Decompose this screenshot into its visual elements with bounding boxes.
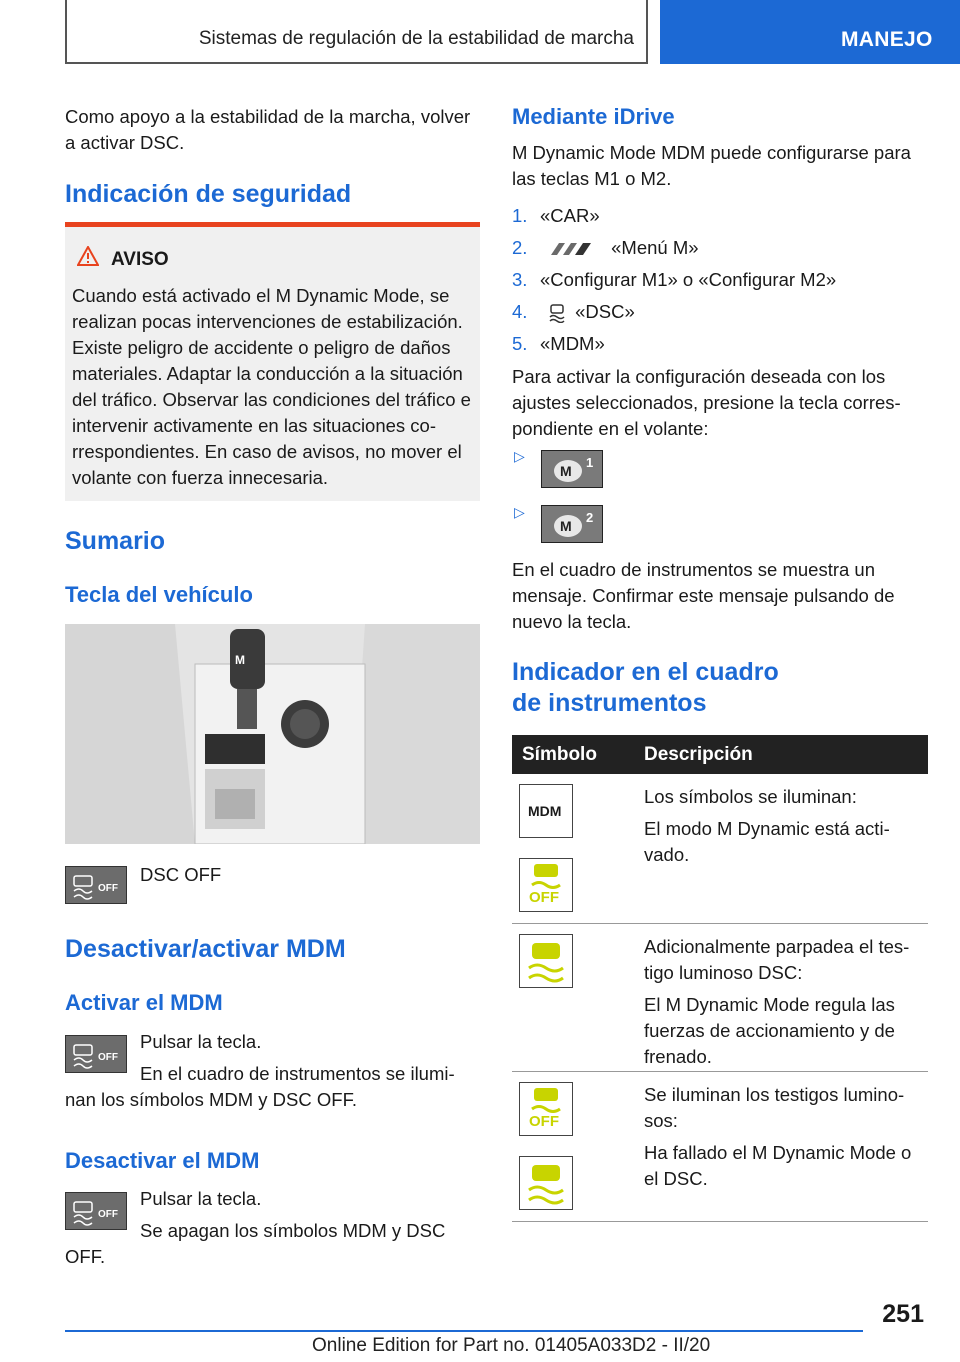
safety-heading: Indicación de seguridad (65, 180, 352, 208)
bullet-marker: ▷ (514, 504, 525, 520)
header-bar (65, 0, 648, 64)
toggle-heading: Desactivar/activar MDM (65, 935, 346, 963)
section-label: MANEJO (841, 28, 933, 51)
dsc-indicator-icon (519, 1156, 573, 1210)
step-item: 3. «Configurar M1» o «Configurar M2» (512, 269, 837, 290)
warning-box (65, 222, 480, 501)
deactivate-step-2: Se apagan los símbolos MDM y DSC OFF. (65, 1220, 446, 1267)
svg-text:OFF: OFF (98, 883, 118, 894)
table-row-3-desc: Se iluminan los testigos luminosos: Ha fallado el M Dynamic Mode o el DSC. (644, 1084, 912, 1189)
svg-text:OFF: OFF (98, 1052, 118, 1063)
m1-button-icon (541, 450, 603, 488)
svg-text:M: M (560, 463, 572, 479)
activate-config-text: Para activar la configuración deseada con los ajustes seleccionados, presione la tecla correspondiente en el volante: (512, 366, 901, 439)
col-symbol: Símbolo (522, 744, 597, 765)
idrive-heading: Mediante iDrive (512, 104, 675, 129)
svg-text:1: 1 (586, 455, 594, 470)
table-row-2-desc: Adicionalmente parpadea el testigo luminoso DSC: El M Dynamic Mode regula las fuerzas de accionamiento y de frenado. (644, 936, 910, 1067)
confirm-text: En el cuadro de instrumentos se muestra un mensaje. Confirmar este mensaje pulsando de nuevo la tecla. (512, 559, 895, 632)
table-header (512, 735, 928, 774)
m-menu-icon (547, 241, 603, 257)
warning-triangle-icon (77, 246, 99, 266)
svg-text:2: 2 (586, 510, 594, 525)
dsc-off-key-icon (65, 866, 127, 904)
page-number: 251 (882, 1300, 924, 1328)
svg-text:M: M (560, 518, 572, 534)
chapter-title: Sistemas de regulación de la estabilidad de marcha (198, 28, 634, 49)
dsc-off-indicator-icon: OFF (519, 1082, 573, 1136)
center-console-photo (65, 624, 480, 844)
svg-text:M: M (235, 653, 245, 667)
step-item: 5. «MDM» (512, 333, 605, 354)
summary-heading: Sumario (65, 527, 166, 555)
bullet-marker: ▷ (514, 448, 525, 464)
table-row-1-desc: Los símbolos se iluminan: El modo M Dynamic está activado. (644, 786, 890, 865)
mdm-symbol-icon: MDM (519, 784, 573, 838)
vehicle-key-heading: Tecla del vehículo (65, 582, 253, 607)
activate-step-2: En el cuadro de instrumentos se iluminan los símbolos MDM y DSC OFF. (65, 1063, 455, 1110)
intro-text: Como apoyo a la estabilidad de la marcha, volver a activar DSC. (65, 106, 471, 153)
step-item: 1. «CAR» (512, 205, 600, 226)
deactivate-step-1: Pulsar la tecla. (140, 1188, 262, 1209)
col-description: Descripción (644, 744, 753, 765)
m2-button-icon (541, 505, 603, 543)
table-divider (512, 1221, 928, 1222)
footer-rule (65, 1330, 863, 1332)
activate-step-1: Pulsar la tecla. (140, 1031, 262, 1052)
warning-header (85, 249, 169, 271)
table-divider (512, 923, 928, 924)
edition-footer: Online Edition for Part no. 01405A033D2 - II/20 (312, 1335, 711, 1356)
warning-label: AVISO (111, 249, 169, 270)
step-item: 2. «Menú M» (512, 237, 699, 258)
warning-text: Cuando está activado el M Dynamic Mode, se realizan pocas intervenciones de estabilización. Existe peligro de accidente o peligro de daños materiales. Adaptar la conducción a la situación del tráfico. Observar las condiciones del tráfico e intervenir activamente en las situaciones correspondientes. En caso de avisos, no mover el volante con fuerza innecesaria. (72, 285, 471, 488)
dsc-indicator-icon (519, 934, 573, 988)
section-tab (660, 0, 960, 64)
dsc-icon (547, 303, 567, 323)
svg-text:OFF: OFF (98, 1209, 118, 1220)
deactivate-heading: Desactivar el MDM (65, 1148, 260, 1173)
indicator-heading: Indicador en el cuadro de instrumentos (512, 658, 779, 717)
dsc-off-indicator-icon: OFF (519, 858, 573, 912)
idrive-intro: M Dynamic Mode MDM puede configurarse para las teclas M1 o M2. (512, 142, 911, 189)
key-caption: DSC OFF (140, 864, 222, 885)
table-divider (512, 1071, 928, 1072)
step-item: 4. «DSC» (512, 301, 635, 322)
activate-heading: Activar el MDM (65, 990, 223, 1015)
